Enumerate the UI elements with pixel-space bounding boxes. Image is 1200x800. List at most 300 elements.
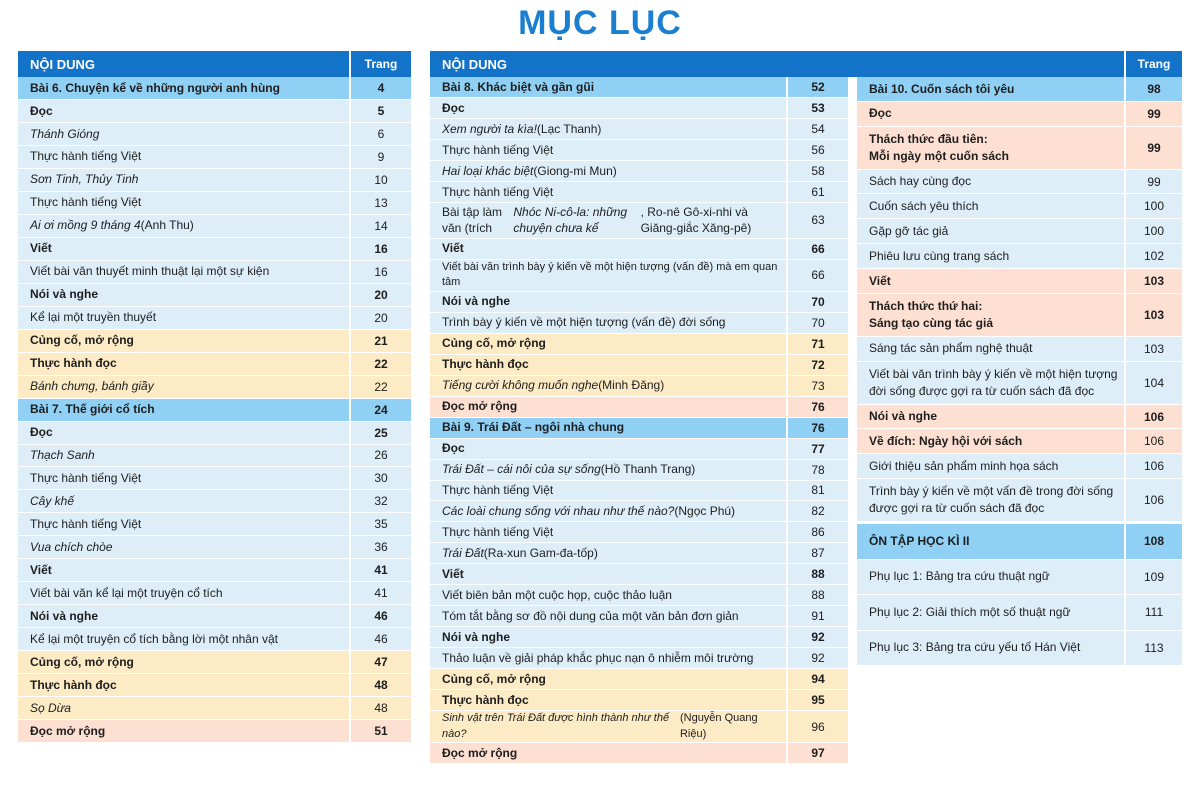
- entry-text: Thực hành tiếng Việt: [30, 195, 142, 210]
- entry-text: Đọc: [30, 425, 53, 440]
- toc-row: [857, 405, 1182, 430]
- toc-row: [430, 313, 848, 334]
- page-number: 41: [349, 559, 411, 581]
- toc-entry: [430, 77, 786, 97]
- toc-row: [857, 294, 1182, 337]
- toc-entry: [430, 182, 786, 202]
- toc-row: [18, 513, 411, 536]
- toc-row: [18, 467, 411, 490]
- page-number: 10: [349, 169, 411, 191]
- toc-entry: [430, 203, 786, 238]
- entry-text: Nói và nghe: [869, 409, 938, 424]
- page-number: 32: [349, 490, 411, 512]
- toc-row: [430, 501, 848, 522]
- page-number: 78: [786, 460, 848, 480]
- toc-entry: [430, 543, 786, 563]
- entry-text: Trái Đất: [442, 546, 484, 561]
- toc-entry: [18, 100, 349, 122]
- toc-entry: [430, 260, 786, 291]
- toc-row: [430, 334, 848, 355]
- page-number: 103: [1124, 294, 1182, 336]
- entry-text-block: [869, 298, 993, 332]
- toc-entry: [430, 585, 786, 605]
- toc-entry: [18, 77, 349, 99]
- toc-row: [18, 582, 411, 605]
- page-number: 113: [1124, 631, 1182, 666]
- entry-text: Trình bày ý kiến về một hiện tượng (vấn đề) đời sống: [442, 315, 726, 330]
- page-number: 63: [786, 203, 848, 238]
- toc-entry: [430, 481, 786, 501]
- toc-row: [857, 77, 1182, 102]
- toc-entry: [430, 669, 786, 689]
- toc-entry: [18, 651, 349, 673]
- toc-entry: [18, 559, 349, 581]
- toc-row: [18, 674, 411, 697]
- entry-text: Thực hành tiếng Việt: [30, 471, 142, 486]
- entry-text: Thực hành đọc: [30, 356, 117, 371]
- toc-row: [430, 397, 848, 418]
- toc-entry: [18, 284, 349, 306]
- entry-text: Viết: [30, 562, 52, 577]
- entry-text: Sọ Dừa: [30, 700, 71, 715]
- entry-text: Phụ lục 1: Bảng tra cứu thuật ngữ: [869, 569, 1050, 584]
- page-number: 20: [349, 307, 411, 329]
- entry-text: Nói và nghe: [442, 294, 511, 309]
- page-number: 94: [786, 669, 848, 689]
- toc-row: [430, 690, 848, 711]
- toc-row: [18, 628, 411, 651]
- entry-text: Thảo luận về giải pháp khắc phục nạn ô nhiễm môi trường: [442, 650, 754, 665]
- toc-rows: [857, 77, 1182, 522]
- page-number: 9: [349, 146, 411, 168]
- toc-entry: [857, 219, 1124, 243]
- toc-entry: [430, 501, 786, 521]
- page-number: 76: [786, 418, 848, 438]
- toc-entry: [18, 330, 349, 352]
- toc-row: [18, 697, 411, 720]
- page-number: 70: [786, 313, 848, 333]
- page-number: 36: [349, 536, 411, 558]
- entry-text: Thực hành đọc: [442, 357, 529, 372]
- page-number: 77: [786, 439, 848, 459]
- toc-row: [430, 460, 848, 481]
- toc-rows: [430, 77, 848, 764]
- toc-row: [857, 244, 1182, 269]
- page-number: 16: [349, 238, 411, 260]
- toc-row: [857, 429, 1182, 454]
- entry-text: Sách hay cùng đọc: [869, 174, 972, 189]
- entry-work-title: Nhóc Ni-cô-la: những chuyện chưa kể: [513, 204, 628, 236]
- toc-entry: [430, 743, 786, 763]
- page-number: 108: [1124, 524, 1182, 559]
- toc-row: [430, 439, 848, 460]
- entry-text: Bài tập làm văn (trích: [442, 204, 503, 236]
- entry-text: Cuốn sách yêu thích: [869, 199, 979, 214]
- entry-text: Đọc mở rộng: [30, 723, 106, 738]
- page-number: 106: [1124, 454, 1182, 478]
- toc-row: [857, 127, 1182, 170]
- page-number: 92: [786, 627, 848, 647]
- entry-text: Về đích: Ngày hội với sách: [869, 434, 1023, 448]
- page-number: 25: [349, 422, 411, 444]
- toc-entry: [430, 711, 786, 742]
- page-number: 16: [349, 261, 411, 283]
- page-number: 98: [1124, 77, 1182, 101]
- entry-author: (Giong-mi Mun): [533, 163, 617, 178]
- toc-row: [18, 559, 411, 582]
- page-number: 13: [349, 192, 411, 214]
- page-number: 106: [1124, 405, 1182, 429]
- entry-author: (Nguyễn Quang Riệu): [679, 712, 758, 740]
- entry-text: Kể lại một truyện cổ tích bằng lời một nhân vật: [30, 631, 278, 646]
- page-number: 102: [1124, 244, 1182, 268]
- page-number: 47: [349, 651, 411, 673]
- toc-entry: [857, 337, 1124, 361]
- entry-text: Thực hành tiếng Việt: [442, 142, 554, 157]
- toc-entry: [430, 161, 786, 181]
- toc-entry: [430, 239, 786, 259]
- toc-entry: [857, 77, 1124, 101]
- entry-text: Đọc: [442, 100, 465, 115]
- toc-row: [430, 627, 848, 648]
- page-number: 72: [786, 355, 848, 375]
- toc-row: [18, 445, 411, 468]
- page-number: 91: [786, 606, 848, 626]
- toc-entry: [18, 720, 349, 742]
- entry-text: Thực hành đọc: [442, 692, 529, 707]
- page-number: 109: [1124, 560, 1182, 595]
- toc-entry: [857, 269, 1124, 293]
- toc-entry: [857, 194, 1124, 218]
- toc-entry: [18, 353, 349, 375]
- toc-entry: [857, 102, 1124, 126]
- toc-entry: [18, 467, 349, 489]
- toc-entry: [430, 292, 786, 312]
- entry-text: Thực hành tiếng Việt: [442, 525, 554, 540]
- toc-entry: [18, 169, 349, 191]
- toc-entry: [857, 454, 1124, 478]
- entry-author: (Minh Đăng): [598, 378, 665, 393]
- toc-row: [430, 418, 848, 439]
- entry-text: Đọc: [869, 106, 892, 121]
- entry-text: Viết: [442, 567, 464, 582]
- toc-row: [430, 564, 848, 585]
- entry-text: Nói và nghe: [30, 608, 99, 623]
- toc-row: [430, 481, 848, 502]
- toc-row: [430, 669, 848, 690]
- page-number: 22: [349, 376, 411, 398]
- toc-entry: [18, 399, 349, 421]
- entry-text: Tóm tắt bằng sơ đồ nội dung của một văn bản đơn giản: [442, 609, 739, 623]
- entry-text: Viết: [869, 273, 891, 288]
- toc-entry: [18, 605, 349, 627]
- page-number: 41: [349, 582, 411, 604]
- toc-row: [430, 140, 848, 161]
- page-number: 76: [786, 397, 848, 417]
- page-number: 100: [1124, 194, 1182, 218]
- page-number: 56: [786, 140, 848, 160]
- entry-text: Giới thiệu sản phẩm minh họa sách: [869, 458, 1059, 473]
- toc-entry: [18, 146, 349, 168]
- page-number: 88: [786, 564, 848, 584]
- toc-row: [430, 355, 848, 376]
- toc-row: [18, 215, 411, 238]
- toc-table-right-header: [430, 51, 1182, 77]
- page-number: 14: [349, 215, 411, 237]
- page-number: 103: [1124, 269, 1182, 293]
- toc-row: [857, 560, 1182, 596]
- toc-table-appendix: [857, 524, 1182, 666]
- toc-row: [430, 292, 848, 313]
- entry-author: (Ra-xun Gam-đa-tốp): [483, 546, 598, 561]
- toc-row: [18, 536, 411, 559]
- page-number: 88: [786, 585, 848, 605]
- entry-text: Gặp gỡ tác giả: [869, 223, 949, 238]
- toc-entry: [18, 445, 349, 467]
- page-number: 106: [1124, 429, 1182, 453]
- header-content-label: NỘI DUNG: [30, 56, 95, 72]
- page-number: 30: [349, 467, 411, 489]
- toc-row: [18, 123, 411, 146]
- page-number: 92: [786, 648, 848, 668]
- page-number: 111: [1124, 595, 1182, 630]
- entry-text: Thực hành tiếng Việt: [442, 184, 554, 199]
- toc-entry: [430, 564, 786, 584]
- toc-entry: [18, 422, 349, 444]
- toc-row: [18, 261, 411, 284]
- toc-entry: [857, 127, 1124, 169]
- entry-text: Ai ơi mồng 9 tháng 4: [30, 218, 141, 233]
- entry-text: Viết bài văn thuyết minh thuật lại một sự kiện: [30, 264, 270, 279]
- entry-text: Đọc mở rộng: [442, 399, 518, 414]
- entry-text: Bài 10. Cuốn sách tôi yêu: [869, 81, 1015, 96]
- toc-entry: [18, 490, 349, 512]
- toc-row: [18, 77, 411, 100]
- entry-text: Hai loại khác biệt: [442, 163, 534, 178]
- toc-entry: [430, 460, 786, 480]
- page-number: 86: [786, 522, 848, 542]
- entry-text: Kể lại một truyền thuyết: [30, 310, 157, 325]
- toc-entry: [857, 560, 1124, 595]
- entry-text: Phụ lục 3: Bảng tra cứu yếu tố Hán Việt: [869, 640, 1081, 655]
- entry-text: Bài 6. Chuyện kể về những người anh hùng: [30, 80, 280, 95]
- entry-text: Thạch Sanh: [30, 448, 95, 463]
- toc-entry: [857, 170, 1124, 194]
- toc-entry: [430, 313, 786, 333]
- toc-table-left: [18, 51, 411, 743]
- entry-text-block: [869, 131, 1009, 165]
- toc-row: [857, 362, 1182, 405]
- toc-entry: [430, 376, 786, 396]
- toc-row: [430, 239, 848, 260]
- toc-row: [18, 192, 411, 215]
- toc-row: [430, 260, 848, 292]
- entry-text: Sinh vật trên Trái Đất được hình thành như thế nào?: [442, 712, 670, 740]
- toc-entry: [430, 355, 786, 375]
- toc-row: [18, 169, 411, 192]
- entry-text: Xem người ta kìa!: [442, 121, 537, 136]
- toc-entry: [18, 123, 349, 145]
- toc-entry: [430, 98, 786, 118]
- toc-row: [857, 170, 1182, 195]
- toc-entry: [857, 429, 1124, 453]
- toc-row: [430, 161, 848, 182]
- page-number: 21: [349, 330, 411, 352]
- toc-entry: [857, 294, 1124, 336]
- toc-row: [430, 182, 848, 203]
- page-number: 103: [1124, 337, 1182, 361]
- toc-row: [857, 219, 1182, 244]
- page-number: 99: [1124, 170, 1182, 194]
- entry-text: Viết bài văn trình bày ý kiến về một hiện tượng (vấn đề) mà em quan tâm: [442, 260, 778, 289]
- toc-entry: [18, 582, 349, 604]
- entry-author: (Anh Thu): [140, 218, 194, 233]
- toc-entry: [430, 418, 786, 438]
- toc-entry: [18, 536, 349, 558]
- toc-row: [857, 479, 1182, 522]
- page-number: 99: [1124, 102, 1182, 126]
- toc-row: [430, 203, 848, 239]
- entry-text: Thách thức đầu tiên:: [869, 131, 988, 146]
- toc-entry: [18, 376, 349, 398]
- entry-text: Sáng tác sản phẩm nghệ thuật: [869, 341, 1033, 356]
- entry-text: ÔN TẬP HỌC KÌ II: [869, 533, 970, 548]
- toc-row: [857, 269, 1182, 294]
- toc-table-middle: [430, 77, 848, 764]
- toc-row: [18, 307, 411, 330]
- page-number: 97: [786, 743, 848, 763]
- toc-row: [430, 543, 848, 564]
- entry-text: Phụ lục 2: Giải thích một số thuật ngữ: [869, 604, 1071, 619]
- toc-row: [18, 490, 411, 513]
- page-number: 22: [349, 353, 411, 375]
- entry-text: Bài 8. Khác biệt và gần gũi: [442, 79, 595, 94]
- page-number: 5: [349, 100, 411, 122]
- entry-text: Trái Đất – cái nôi của sự sống: [442, 462, 601, 477]
- entry-text: Củng cố, mở rộng: [442, 671, 546, 686]
- toc-entry: [857, 595, 1124, 630]
- toc-row: [18, 605, 411, 628]
- page-number: 46: [349, 605, 411, 627]
- entry-text: Bài 9. Trái Đất – ngôi nhà chung: [442, 420, 625, 435]
- page-title: MỤC LỤC: [518, 4, 682, 42]
- entry-text: Nói và nghe: [442, 629, 511, 644]
- page-number: 46: [349, 628, 411, 650]
- entry-text: Viết: [30, 241, 52, 256]
- page-number: 87: [786, 543, 848, 563]
- toc-entry: [430, 606, 786, 626]
- entry-text: Viết bài văn kể lại một truyện cổ tích: [30, 585, 223, 600]
- entry-author: , Ro-nê Gô-xi-nhi và Giăng-giắc Xăng-pê): [640, 204, 752, 236]
- entry-text-line2: Sáng tạo cùng tác giả: [869, 315, 994, 330]
- toc-row: [430, 522, 848, 543]
- page-number: 54: [786, 119, 848, 139]
- entry-text: Sơn Tinh, Thủy Tinh: [30, 172, 139, 187]
- toc-row: [857, 194, 1182, 219]
- page-number: 82: [786, 501, 848, 521]
- page-number: 73: [786, 376, 848, 396]
- entry-text: Thực hành đọc: [30, 677, 117, 692]
- toc-entry: [18, 215, 349, 237]
- toc-row: [18, 651, 411, 674]
- toc-row: [430, 648, 848, 669]
- page-number: 66: [786, 239, 848, 259]
- toc-row: [18, 330, 411, 353]
- toc-row: [18, 284, 411, 307]
- entry-text: Trình bày ý kiến về một vấn đề trong đời sống được gợi ra từ cuốn sách đã đọc: [869, 484, 1114, 516]
- header-page-label: Trang: [1124, 51, 1182, 77]
- toc-entry: [18, 697, 349, 719]
- entry-author: (Lạc Thanh): [536, 121, 602, 136]
- page-number: 35: [349, 513, 411, 535]
- toc-entry: [18, 674, 349, 696]
- page-number: 58: [786, 161, 848, 181]
- toc-entry: [857, 524, 1124, 559]
- entry-text: Viết bài văn trình bày ý kiến về một hiện tượng đời sống được gợi ra từ cuốn sách đã đọc: [869, 366, 1118, 398]
- toc-row: [18, 399, 411, 422]
- entry-author: (Ngọc Phú): [674, 504, 736, 519]
- page-number: 96: [786, 711, 848, 742]
- page-number: 81: [786, 481, 848, 501]
- entry-text: Thực hành tiếng Việt: [30, 516, 142, 531]
- toc-entry: [18, 192, 349, 214]
- toc-entry: [430, 439, 786, 459]
- toc-entry: [18, 628, 349, 650]
- toc-row: [857, 595, 1182, 631]
- table-header: [18, 51, 411, 77]
- toc-entry: [430, 690, 786, 710]
- toc-row: [430, 77, 848, 98]
- toc-row: [18, 353, 411, 376]
- page-number: 106: [1124, 479, 1182, 521]
- entry-text-line2: Mỗi ngày một cuốn sách: [869, 148, 1010, 163]
- toc-row: [18, 238, 411, 261]
- entry-text: Củng cố, mở rộng: [442, 336, 546, 351]
- page-number: 61: [786, 182, 848, 202]
- entry-text: Đọc: [30, 103, 53, 118]
- entry-text: Đọc mở rộng: [442, 745, 518, 760]
- entry-text: Thánh Gióng: [30, 126, 100, 141]
- entry-text: Viết: [442, 241, 464, 256]
- toc-entry: [430, 648, 786, 668]
- header-page-label: Trang: [349, 51, 411, 77]
- page-number: 53: [786, 98, 848, 118]
- page-number: 51: [349, 720, 411, 742]
- toc-row: [18, 422, 411, 445]
- page-number: 20: [349, 284, 411, 306]
- entry-text: Bài 7. Thế giới cổ tích: [30, 402, 155, 417]
- entry-text: Cây khế: [30, 494, 75, 509]
- toc-row: [857, 631, 1182, 667]
- toc-entry: [430, 119, 786, 139]
- page-number: 71: [786, 334, 848, 354]
- toc-row: [430, 376, 848, 397]
- entry-text: Thực hành tiếng Việt: [30, 149, 142, 164]
- toc-row: [18, 720, 411, 743]
- entry-text: Củng cố, mở rộng: [30, 333, 134, 348]
- page-number: 24: [349, 399, 411, 421]
- table-header: [430, 51, 1182, 77]
- toc-row: [18, 100, 411, 123]
- page-number: 48: [349, 697, 411, 719]
- entry-text: Bánh chưng, bánh giầy: [30, 379, 154, 394]
- toc-entry: [857, 362, 1124, 404]
- toc-row: [18, 146, 411, 169]
- toc-entry: [430, 140, 786, 160]
- toc-entry: [18, 238, 349, 260]
- toc-entry: [18, 513, 349, 535]
- header-content-label: NỘI DUNG: [442, 56, 507, 72]
